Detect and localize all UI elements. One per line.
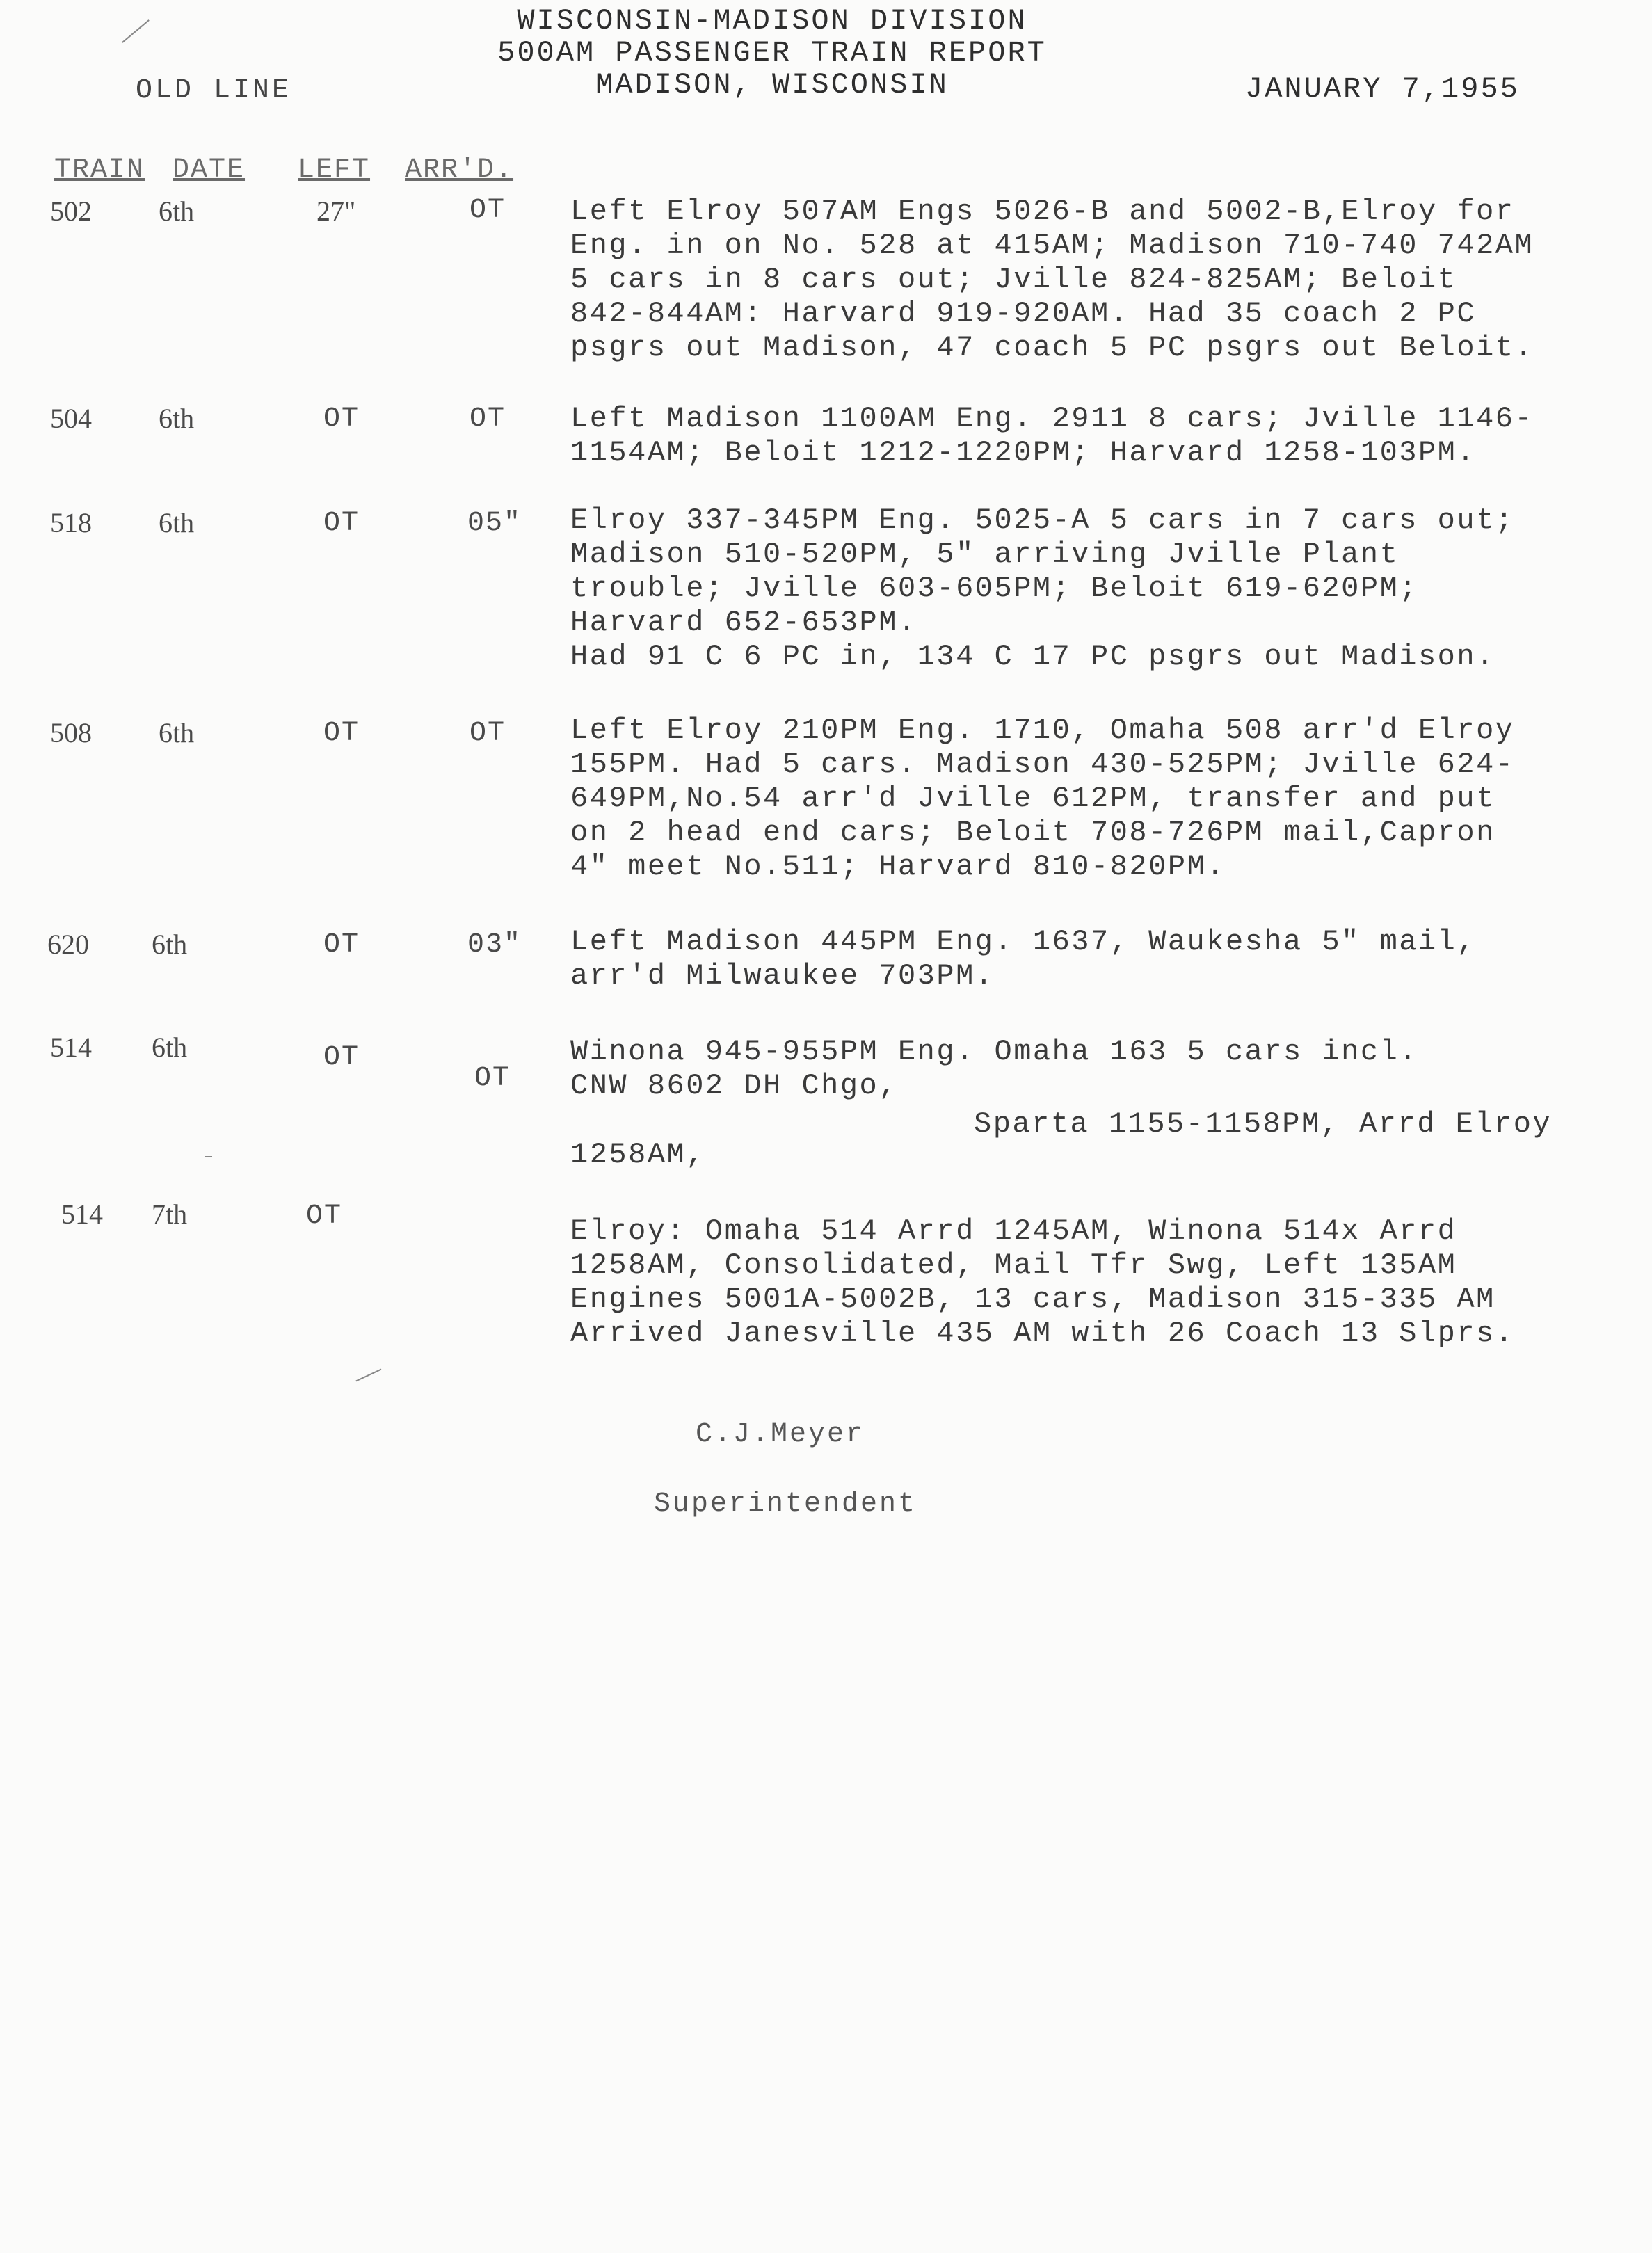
left-time: OT — [323, 929, 360, 961]
row-remarks-continued: Sparta 1155-1158PM, Arrd Elroy — [974, 1107, 1553, 1141]
col-header-arrd: ARR'D. — [405, 154, 514, 186]
row-remarks: Elroy 337-345PM Eng. 5025-A 5 cars in 7 cars out; Madison 510-520PM, 5" arriving Jville Plant trouble; Jville 603-605PM; Beloit 619-620PM; Harvard 652-653PM. Had 91 C 6 PC in, 134 C 17 PC psgrs out Madison. — [570, 504, 1515, 673]
report-date: JANUARY 7,1955 — [1245, 72, 1520, 106]
col-header-date: DATE — [173, 154, 246, 186]
train-date: 6th — [159, 507, 195, 538]
train-date: 6th — [159, 195, 195, 227]
stray-mark — [122, 19, 150, 43]
stray-mark — [355, 1369, 381, 1382]
left-time: OT — [323, 403, 360, 435]
train-date: 6th — [152, 1032, 188, 1063]
left-time: 27" — [316, 195, 356, 227]
row-remarks: Left Madison 445PM Eng. 1637, Waukesha 5" mail, arr'd Milwaukee 703PM. — [570, 925, 1477, 993]
arrd-time: OT — [470, 403, 506, 435]
signature-title: Superintendent — [654, 1489, 917, 1520]
arrd-time: OT — [470, 718, 506, 749]
signature-name: C.J.Meyer — [696, 1419, 865, 1450]
old-line-label: OLD LINE — [136, 75, 292, 106]
left-time: OT — [306, 1201, 343, 1232]
train-date: 6th — [152, 929, 188, 960]
arrd-time: 05" — [467, 508, 522, 539]
train-number: 504 — [50, 403, 92, 434]
train-number: 508 — [50, 717, 92, 748]
train-date: 7th — [152, 1198, 188, 1230]
row-remarks: Left Elroy 507AM Engs 5026-B and 5002-B,Elroy for Eng. in on No. 528 at 415AM; Madison 710-740 742AM 5 cars in 8 cars out; Jville 824-825AM; Beloit 842-844AM: Harvard 919-920AM. Had 35 coach 2 PC psgrs out Madison, 47 coach 5 PC psgrs out Beloit. — [570, 195, 1534, 364]
row-remarks: Left Elroy 210PM Eng. 1710, Omaha 508 arr'd Elroy 155PM. Had 5 cars. Madison 430-525PM; Jville 624- 649PM,No.54 arr'd Jville 612PM, transfer and put on 2 head end cars; Beloit 708-726PM mail,Capron 4" meet No.511; Harvard 810-820PM. — [570, 714, 1515, 883]
arrd-time: 03" — [467, 929, 522, 961]
row-remarks-continued: 1258AM, — [570, 1138, 705, 1171]
col-header-left: LEFT — [298, 154, 371, 186]
train-number: 514 — [61, 1198, 103, 1230]
col-header-train: TRAIN — [54, 154, 145, 186]
report-title-line2: 500AM PASSENGER TRAIN REPORT — [497, 36, 1047, 70]
row-remarks: Winona 945-955PM Eng. Omaha 163 5 cars incl. CNW 8602 DH Chgo, — [570, 1035, 1418, 1103]
train-number: 518 — [50, 507, 92, 538]
train-date: 6th — [159, 403, 195, 434]
arrd-time: OT — [470, 195, 506, 226]
left-time: OT — [323, 508, 360, 539]
arrd-time: OT — [474, 1063, 511, 1094]
train-date: 6th — [159, 717, 195, 748]
row-remarks: Left Madison 1100AM Eng. 2911 8 cars; Jville 1146- 1154AM; Beloit 1212-1220PM; Harvard 1258-103PM. — [570, 402, 1534, 470]
report-title-line3: MADISON, WISCONSIN — [595, 68, 949, 102]
left-time: OT — [323, 1042, 360, 1073]
row-remarks: Elroy: Omaha 514 Arrd 1245AM, Winona 514x Arrd 1258AM, Consolidated, Mail Tfr Swg, Left 135AM Engines 5001A-5002B, 13 cars, Madison 315-335 AM Arrived Janesville 435 AM with 26 Coach 13 Slprs. — [570, 1214, 1515, 1350]
stray-mark — [205, 1156, 212, 1157]
report-title-line1: WISCONSIN-MADISON DIVISION — [517, 4, 1027, 38]
left-time: OT — [323, 718, 360, 749]
train-number: 502 — [50, 195, 92, 227]
train-number: 514 — [50, 1032, 92, 1063]
train-number: 620 — [47, 929, 89, 960]
